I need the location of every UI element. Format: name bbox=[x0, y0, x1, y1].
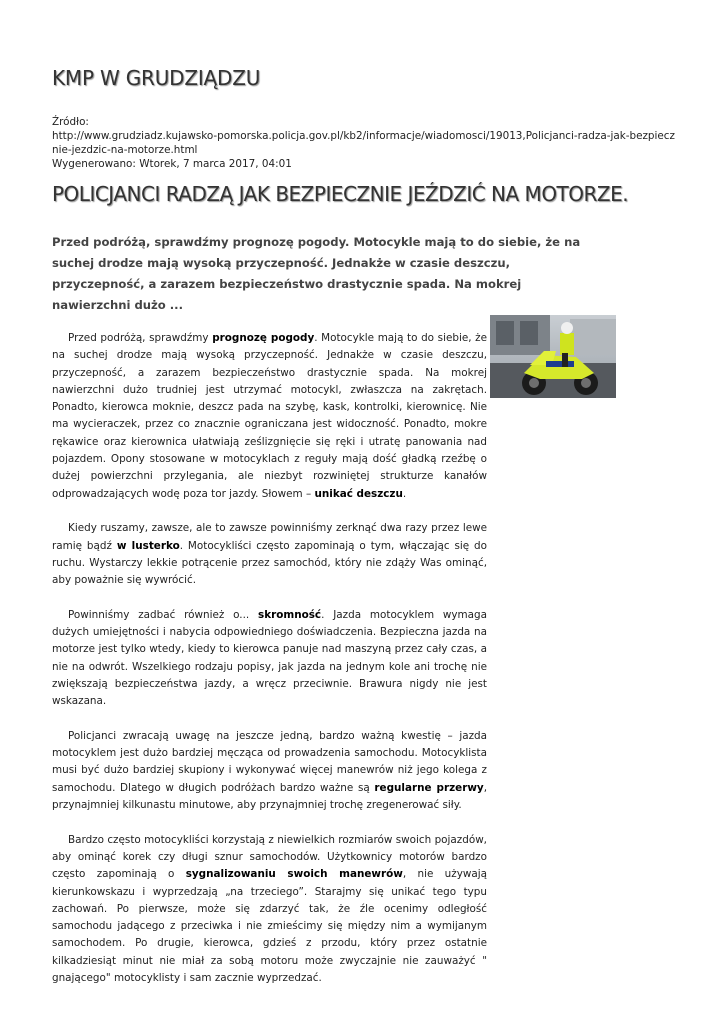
bold-modesty: skromność bbox=[258, 608, 322, 621]
motorcycle-police-photo-icon bbox=[490, 315, 616, 398]
bold-breaks: regularne przerwy bbox=[374, 781, 484, 794]
paragraph-modesty: Powinniśmy zadbać również o... skromność. Jazda motocyklem wymaga dużych umiejętności i nabycia odpowiedniego doświadczenia. Bezpieczna jazda na motorze jest tylko wtedy, kiedy to kierowca panuje nad maszyną przez cały czas, a nie na odwrót. Wszelkiego rodzaju popisy, jak jazda na jednym kole ani trochę nie zwiększają bezpieczeństwa jazdy, a wręcz przeciwnie. Brawura nigdy nie jest wskazana. bbox=[52, 608, 487, 708]
paragraph-mirror: Kiedy ruszamy, zawsze, ale to zawsze powinniśmy zerknąć dwa razy przez lewe ramię bądź w lusterko. Motocykliści często zapominają o tym, włączając się do ruchu. Wystarczy lekkie potrącenie przez samochód, który nie zdąży Was ominąć, aby poważnie się wywrócić. bbox=[52, 522, 487, 587]
article-photo bbox=[490, 315, 616, 398]
article-body bbox=[52, 330, 487, 1005]
source-meta bbox=[52, 115, 692, 171]
bold-weather: prognozę pogody bbox=[212, 332, 315, 344]
bold-mirror: w lusterko bbox=[116, 539, 180, 552]
paragraph-weather: Przed podróżą, sprawdźmy prognozę pogody. Motocykle mają to do siebie, że na suchej drodze mają wysoką przyczepność. Jednakże w czasie deszczu, przyczepność, a zarazem bezpieczeństwo drastycznie spada. Na mokrej nawierzchni dużo trudniej jest utrzymać motocykl, zwłaszcza na zakrętach. Ponadto, kierowca moknie, deszcz pada na szybę, kask, kontrolki, kierownicę. Nie ma wycieraczek, przez co znacznie ograniczana jest widoczność. Ponadto, mokre rękawice oraz kierownica ułatwiają ześlizgnięcie się ręki i utratę panowania nad pojazdem. Opony stosowane w motocyklach z reguły mają dość gładką rzeźbę o dużej powierzchni przylegania, ale niezbyt rozwiniętej strukturze kanałów odprowadzających wodę poza tor jazdy. Słowem – unikać deszczu. bbox=[52, 332, 487, 500]
article-lead: Przed podróżą, sprawdźmy prognozę pogody. Motocykle mają to do siebie, że na suchej drodze mają wysoką przyczepność. Jednakże w czasie deszczu, przyczepność, a zarazem bezpieczeństwo drastycznie spada. Na mokrej nawierzchni dużo ... bbox=[52, 235, 581, 312]
paragraph-signaling: Bardzo często motocykliści korzystają z niewielkich rozmiarów swoich pojazdów, aby ominąć korek czy długi sznur samochodów. Użytkownicy motorów bardzo często zapominają o sygnalizowaniu swoich manewrów, nie używają kierunkowskazu i wyprzedzają „na trzeciego”. Starajmy się unikać tego typu zachowań. Po pierwsze, może się zdarzyć tak, że źle ocenimy odległość samochodu jadącego z przeciwka i nie zmieścimy się między nim a wymijanym samochodem. Po drugie, kierowca, gdzieś z przodu, który przez ostatnie kilkadziesiąt minut nie miał za sobą motoru może zwyczajnie nie zauważyć " gnającego" motocyklisty i sam zacznie wyprzedzać. bbox=[52, 833, 487, 984]
source-url[interactable]: http://www.grudziadz.kujawsko-pomorska.policja.gov.pl/kb2/informacje/wiadomosci/19013,Policjanci-radza-jak-bezpiecznie-jezdzic-na-motorze.html bbox=[52, 130, 675, 156]
article-title: POLICJANCI RADZĄ JAK BEZPIECZNIE JEŹDZIĆ NA MOTORZE. bbox=[52, 182, 629, 206]
paragraph-breaks: Policjanci zwracają uwagę na jeszcze jedną, bardzo ważną kwestię – jazda motocyklem jest dużo bardziej męcząca od prowadzenia samochodu. Motocyklista musi być dużo bardziej skupiony i wykonywać więcej manewrów niż jego kolega z samochodu. Dlatego w długich podróżach bardzo ważne są regularne przerwy, przynajmniej kilkunastu minutowe, aby przynajmniej trochę zregenerować siły. bbox=[52, 729, 487, 812]
bold-signaling: sygnalizowaniu swoich manewrów bbox=[185, 868, 403, 881]
generated-date: Wygenerowano: Wtorek, 7 marca 2017, 04:01 bbox=[52, 158, 292, 170]
source-label: Źródło: bbox=[52, 116, 89, 128]
site-title: KMP W GRUDZIĄDZU bbox=[52, 66, 261, 90]
bold-avoid-rain: unikać deszczu bbox=[314, 487, 403, 500]
